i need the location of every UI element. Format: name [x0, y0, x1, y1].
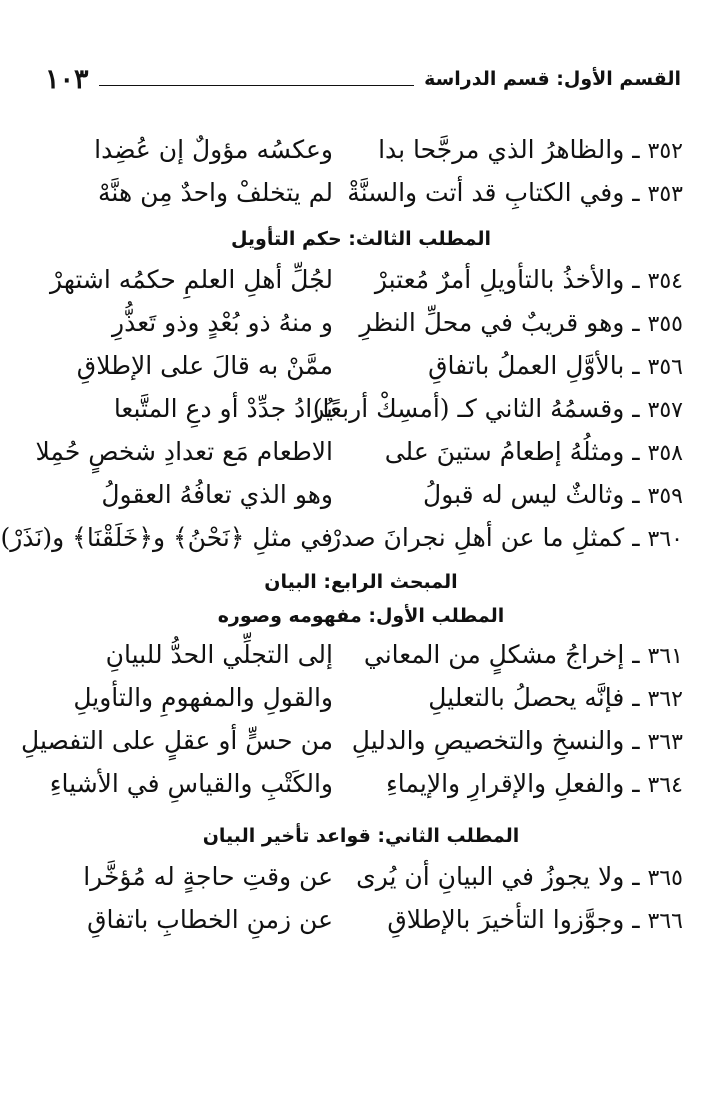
verse-first-hemistich: ٣٦٣ ـ والنسخِ والتخصيصِ والدليلِ	[351, 726, 683, 755]
verse-first-text: فإنَّه يحصلُ بالتعليلِ	[428, 683, 625, 712]
verse-line	[39, 344, 683, 387]
verse-second-hemistich: عن زمنِ الخطابِ باتفاقِ	[87, 905, 333, 934]
poem-body	[0, 128, 683, 941]
verse-second-hemistich: لم يتخلفْ واحدٌ مِن هنَّهْ	[98, 178, 333, 207]
verse-line	[39, 301, 683, 344]
verse-second-hemistich: وعكسُه مؤولٌ إن عُضِدا	[94, 135, 333, 164]
verse-second-hemistich: والكَتْبِ والقياسِ في الأشياءِ	[49, 769, 333, 798]
verse-second-hemistich: من حسٍّ أو عقلٍ على التفصيلِ	[21, 726, 333, 755]
verse-number: ٣٥٨	[647, 441, 683, 466]
verse-first-hemistich: ٣٥٢ ـ والظاهرُ الذي مرجَّحا بدا	[378, 135, 683, 164]
section-heading: المطلب الثالث: حكم التأويل	[230, 228, 492, 250]
verse-first-text: إخراجُ مشكلٍ من المعاني	[363, 640, 625, 669]
verse-first-hemistich: ٣٦٢ ـ فإنَّه يحصلُ بالتعليلِ	[428, 683, 683, 712]
verse-first-hemistich: ٣٦٥ ـ ولا يجوزُ في البيانِ أن يُرى	[356, 862, 683, 891]
verse-first-text: بالأوَّلِ العملُ باتفاقِ	[428, 351, 625, 380]
verse-line	[0, 516, 683, 559]
verse-number: ٣٦٠	[647, 527, 683, 552]
verse-first-text: وثالثٌ ليس له قبولُ	[423, 480, 625, 509]
verse-number: ٣٥٤	[647, 269, 683, 294]
verse-number: ٣٥٦	[647, 355, 683, 380]
verse-second-hemistich: والقولِ والمفهومِ والتأويلِ	[73, 683, 333, 712]
verse-first-hemistich: ٣٥٨ ـ ومثلُهُ إطعامُ ستينَ على	[384, 437, 683, 466]
verse-first-text: وجوَّزوا التأخيرَ بالإطلاقِ	[387, 905, 625, 934]
verse-line	[39, 676, 683, 719]
verse-line	[39, 387, 683, 430]
verse-number: ٣٦٣	[647, 730, 683, 755]
verse-number: ٣٦٥	[647, 866, 683, 891]
section-heading: المطلب الثاني: قواعد تأخير البيان	[202, 825, 520, 847]
verse-first-text: ومثلُهُ إطعامُ ستينَ على	[384, 437, 625, 466]
verse-line	[39, 762, 683, 805]
verse-first-hemistich: ٣٥٤ ـ والأخذُ بالتأويلِ أمرٌ مُعتبرْ	[374, 265, 683, 294]
verse-first-hemistich: ٣٦٤ ـ والفعلِ والإقرارِ والإيماءِ	[386, 769, 683, 798]
verse-first-hemistich: ٣٥٦ ـ بالأوَّلِ العملُ باتفاقِ	[428, 351, 683, 380]
verse-first-text: والفعلِ والإقرارِ والإيماءِ	[386, 769, 625, 798]
verse-number: ٣٦٦	[647, 909, 683, 934]
verse-second-hemistich: الاطعام مَع تعدادِ شخصٍ حُمِلا	[35, 437, 333, 466]
verse-number: ٣٥٢	[647, 139, 683, 164]
running-title: القسم الأول: قسم الدراسة	[424, 68, 681, 90]
verse-number: ٣٦٤	[647, 773, 683, 798]
verse-line	[39, 633, 683, 676]
verse-first-hemistich: ٣٦٠ ـ كمثلِ ما عن أهلِ نجرانَ صدرْ	[329, 523, 683, 552]
verse-first-hemistich: ٣٥٥ ـ وهو قريبٌ في محلِّ النظرِ	[359, 308, 683, 337]
verse-first-text: والأخذُ بالتأويلِ أمرٌ مُعتبرْ	[374, 265, 625, 294]
verse-second-hemistich: لجُلِّ أهلِ العلمِ حكمُه اشتهرْ	[50, 265, 333, 294]
verse-first-text: والظاهرُ الذي مرجَّحا بدا	[378, 135, 625, 164]
verse-line	[21, 719, 683, 762]
verse-second-hemistich: إلى التجلِّي الحدُّ للبيانِ	[105, 640, 333, 669]
verse-first-text: كمثلِ ما عن أهلِ نجرانَ صدرْ	[329, 523, 625, 552]
verse-first-hemistich: ٣٦٦ ـ وجوَّزوا التأخيرَ بالإطلاقِ	[387, 905, 683, 934]
verse-second-hemistich: في مثلِ ﴿نَحْنُ﴾ و﴿خَلَقْنَا﴾ و(نَذَرْ)	[0, 523, 333, 552]
verse-first-text: وقسمُهُ الثاني كـ (أمسِكْ أربعًا)	[312, 394, 625, 423]
page-number: ١٠٣	[45, 63, 89, 95]
verse-number: ٣٥٣	[647, 182, 683, 207]
verse-line	[39, 171, 683, 214]
section-heading: المطلب الأول: مفهومه وصوره	[217, 605, 505, 627]
header-rule	[99, 85, 415, 86]
verse-first-hemistich: ٣٦١ ـ إخراجُ مشكلٍ من المعاني	[363, 640, 683, 669]
verse-number: ٣٥٩	[647, 484, 683, 509]
chapter-heading: المبحث الرابع: البيان	[264, 571, 458, 593]
verse-first-hemistich: ٣٥٩ ـ وثالثٌ ليس له قبولُ	[423, 480, 683, 509]
verse-second-hemistich: عن وقتِ حاجةٍ له مُؤخَّرا	[83, 862, 333, 891]
verse-first-text: وفي الكتابِ قد أتت والسنَّةْ	[347, 178, 625, 207]
verse-first-text: ولا يجوزُ في البيانِ أن يُرى	[356, 862, 625, 891]
verse-line	[39, 473, 683, 516]
verse-line	[39, 898, 683, 941]
verse-number: ٣٦٢	[647, 687, 683, 712]
verse-line	[39, 855, 683, 898]
verse-line	[39, 128, 683, 171]
running-header	[45, 62, 681, 96]
verse-number: ٣٥٥	[647, 312, 683, 337]
verse-line	[35, 430, 683, 473]
verse-second-hemistich: و منهُ ذو بُعْدٍ وذو تَعذُّرِ	[112, 308, 333, 337]
verse-first-text: والنسخِ والتخصيصِ والدليلِ	[351, 726, 625, 755]
verse-number: ٣٦١	[647, 644, 683, 669]
verse-first-hemistich: ٣٥٣ ـ وفي الكتابِ قد أتت والسنَّةْ	[347, 178, 683, 207]
verse-second-hemistich: وهو الذي تعافُهُ العقولُ	[101, 480, 333, 509]
verse-first-hemistich: ٣٥٧ ـ وقسمُهُ الثاني كـ (أمسِكْ أربعًا)	[312, 394, 683, 423]
verse-number: ٣٥٧	[647, 398, 683, 423]
verse-second-hemistich: ممَّنْ به قالَ على الإطلاقِ	[76, 351, 333, 380]
verse-first-text: وهو قريبٌ في محلِّ النظرِ	[359, 308, 625, 337]
verse-second-hemistich: يُرادُ جدِّدْ أو دعِ المتَّبعا	[113, 394, 333, 423]
verse-line	[39, 258, 683, 301]
